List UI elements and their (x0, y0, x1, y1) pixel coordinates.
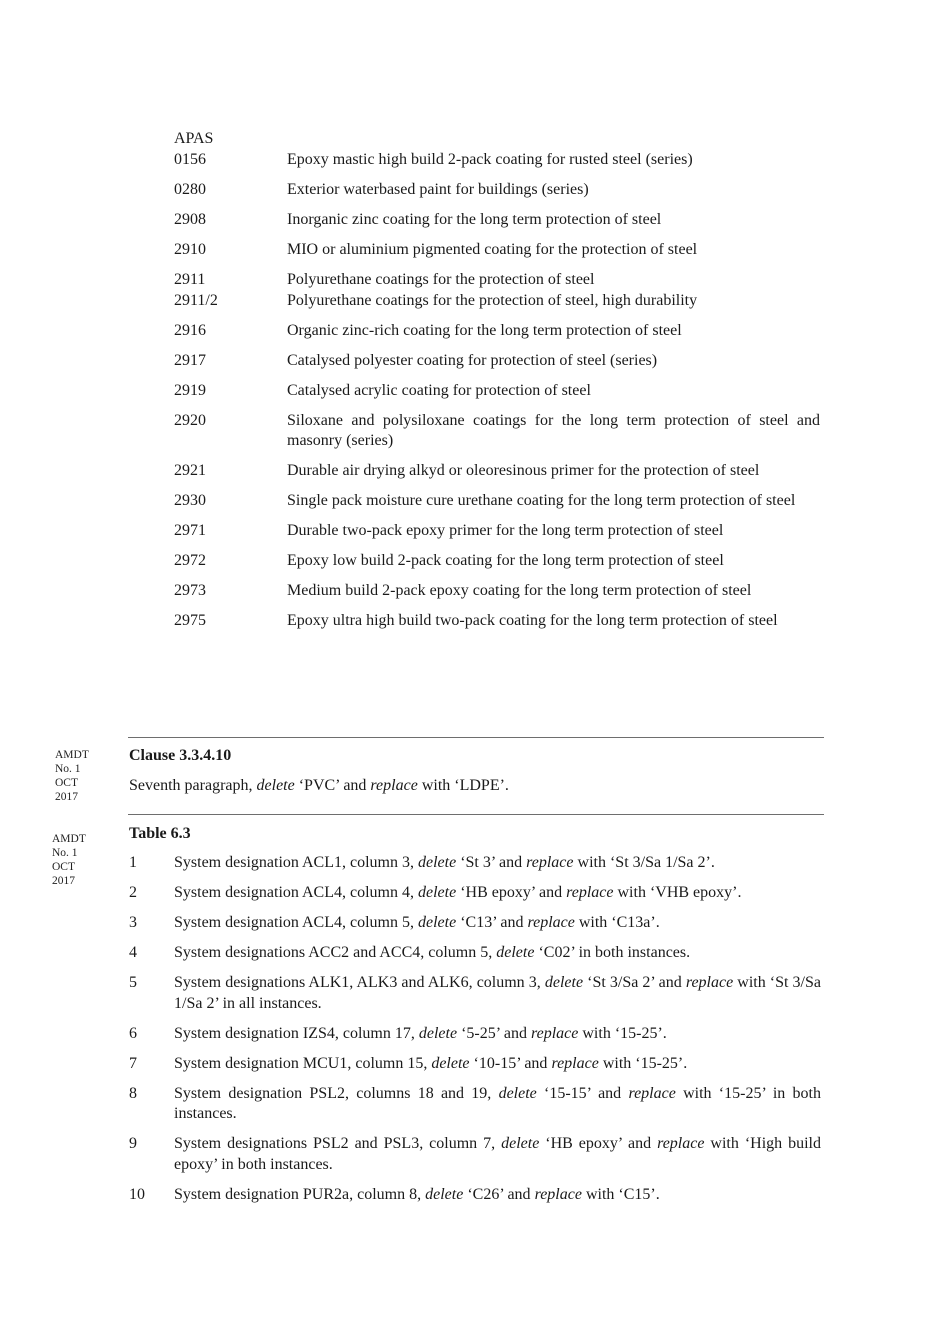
amendment-margin-note: AMDT No. 1 OCT 2017 (55, 749, 89, 803)
item-number: 9 (129, 1135, 137, 1152)
apas-entry (174, 611, 820, 632)
apas-entry (174, 461, 820, 482)
amendment-item (129, 853, 821, 874)
clause-title: Clause 3.3.4.10 (129, 747, 232, 764)
apas-entry (174, 381, 820, 402)
apas-code: 0156 (174, 151, 206, 168)
apas-code: 2973 (174, 582, 206, 599)
apas-description: Organic zinc-rich coating for the long term protection of steel (287, 321, 682, 339)
apas-entry (174, 321, 820, 342)
item-text: System designation MCU1, column 15, delete ‘10-15’ and replace with ‘15-25’. (174, 1054, 688, 1072)
apas-code: 2975 (174, 612, 206, 629)
apas-heading: APAS (174, 130, 214, 147)
item-number: 2 (129, 884, 137, 901)
apas-entry (174, 351, 820, 372)
apas-list (174, 150, 820, 641)
apas-code: 2911/2 (174, 291, 218, 309)
apas-description: Epoxy mastic high build 2-pack coating for rusted steel (series) (287, 151, 693, 168)
apas-description: Polyurethane coatings for the protection of steel (287, 271, 595, 288)
item-text: System designation ACL1, column 3, delete ‘St 3’ and replace with ‘St 3/Sa 1/Sa 2’. (174, 854, 715, 871)
apas-entry (174, 291, 820, 312)
item-text: System designation PUR2a, column 8, delete ‘C26’ and replace with ‘C15’. (174, 1185, 660, 1203)
item-number: 3 (129, 914, 137, 931)
amendment-item (129, 1134, 821, 1175)
apas-description: Single pack moisture cure urethane coating for the long term protection of steel (287, 492, 796, 509)
item-number: 10 (129, 1185, 145, 1203)
item-text: System designations PSL2 and PSL3, column 7, delete ‘HB epoxy’ and replace with ‘High build epoxy’ in both instances. (174, 1135, 822, 1173)
apas-code: 2921 (174, 462, 206, 479)
item-text: System designation ACL4, column 4, delete ‘HB epoxy’ and replace with ‘VHB epoxy’. (174, 884, 742, 901)
apas-entry (174, 210, 820, 231)
item-text: System designations ALK1, ALK3 and ALK6, column 3, delete ‘St 3/Sa 2’ and replace with ‘St 3/Sa 1/Sa 2’ in all instances. (174, 974, 822, 1012)
apas-entry (174, 270, 820, 291)
apas-description: Exterior waterbased paint for buildings (series) (287, 181, 589, 198)
amendment-item (129, 1185, 821, 1206)
apas-description: Durable air drying alkyd or oleoresinous primer for the protection of steel (287, 462, 760, 479)
apas-entry (174, 240, 820, 261)
table-amendment-list (129, 853, 821, 1215)
apas-description: Catalysed acrylic coating for protection of steel (287, 381, 591, 399)
apas-code: 2917 (174, 351, 206, 369)
apas-description: Epoxy low build 2-pack coating for the long term protection of steel (287, 552, 724, 569)
apas-code: 2910 (174, 241, 206, 258)
apas-code: 2930 (174, 492, 206, 509)
amendment-item (129, 973, 821, 1014)
amendment-item (129, 1024, 821, 1045)
apas-description: Inorganic zinc coating for the long term protection of steel (287, 211, 662, 228)
amendment-margin-note: AMDT No. 1 OCT 2017 (52, 833, 86, 887)
amendment-item (129, 1084, 821, 1125)
item-text: System designations ACC2 and ACC4, column 5, delete ‘C02’ in both instances. (174, 944, 691, 961)
amendment-item (129, 1054, 821, 1075)
item-number: 1 (129, 854, 137, 871)
apas-description: Catalysed polyester coating for protection of steel (series) (287, 351, 658, 369)
apas-entry (174, 411, 820, 452)
apas-code: 2908 (174, 211, 206, 228)
apas-code: 2919 (174, 381, 206, 399)
clause-amendment-text: Seventh paragraph, delete ‘PVC’ and replace with ‘LDPE’. (129, 777, 509, 794)
apas-entry (174, 581, 820, 602)
apas-description: Epoxy ultra high build two-pack coating for the long term protection of steel (287, 612, 778, 629)
apas-description: Siloxane and polysiloxane coatings for the long term protection of steel and masonry (series) (287, 411, 820, 449)
item-number: 8 (129, 1084, 137, 1102)
item-number: 5 (129, 974, 137, 991)
table-title: Table 6.3 (129, 825, 191, 842)
section-divider (128, 737, 824, 738)
apas-code: 2920 (174, 411, 206, 429)
apas-description: Medium build 2-pack epoxy coating for the long term protection of steel (287, 582, 752, 599)
apas-code: 2916 (174, 321, 206, 339)
item-number: 4 (129, 944, 137, 961)
section-divider (128, 814, 824, 815)
item-number: 6 (129, 1024, 137, 1042)
apas-description: Durable two-pack epoxy primer for the long term protection of steel (287, 522, 724, 539)
apas-entry (174, 521, 820, 542)
apas-entry (174, 491, 820, 512)
apas-entry (174, 551, 820, 572)
item-text: System designation PSL2, columns 18 and 19, delete ‘15-15’ and replace with ‘15-25’ in both instances. (174, 1084, 821, 1122)
apas-code: 2972 (174, 552, 206, 569)
apas-code: 2911 (174, 271, 206, 288)
amendment-item (129, 913, 821, 934)
apas-description: MIO or aluminium pigmented coating for the protection of steel (287, 241, 698, 258)
item-text: System designation ACL4, column 5, delete ‘C13’ and replace with ‘C13a’. (174, 914, 660, 931)
apas-description: Polyurethane coatings for the protection of steel, high durability (287, 291, 698, 309)
apas-code: 2971 (174, 522, 206, 539)
amendment-item (129, 943, 821, 964)
apas-entry (174, 180, 820, 201)
item-number: 7 (129, 1054, 137, 1072)
apas-code: 0280 (174, 181, 206, 198)
apas-entry (174, 150, 820, 171)
item-text: System designation IZS4, column 17, delete ‘5-25’ and replace with ‘15-25’. (174, 1024, 667, 1042)
amendment-item (129, 883, 821, 904)
